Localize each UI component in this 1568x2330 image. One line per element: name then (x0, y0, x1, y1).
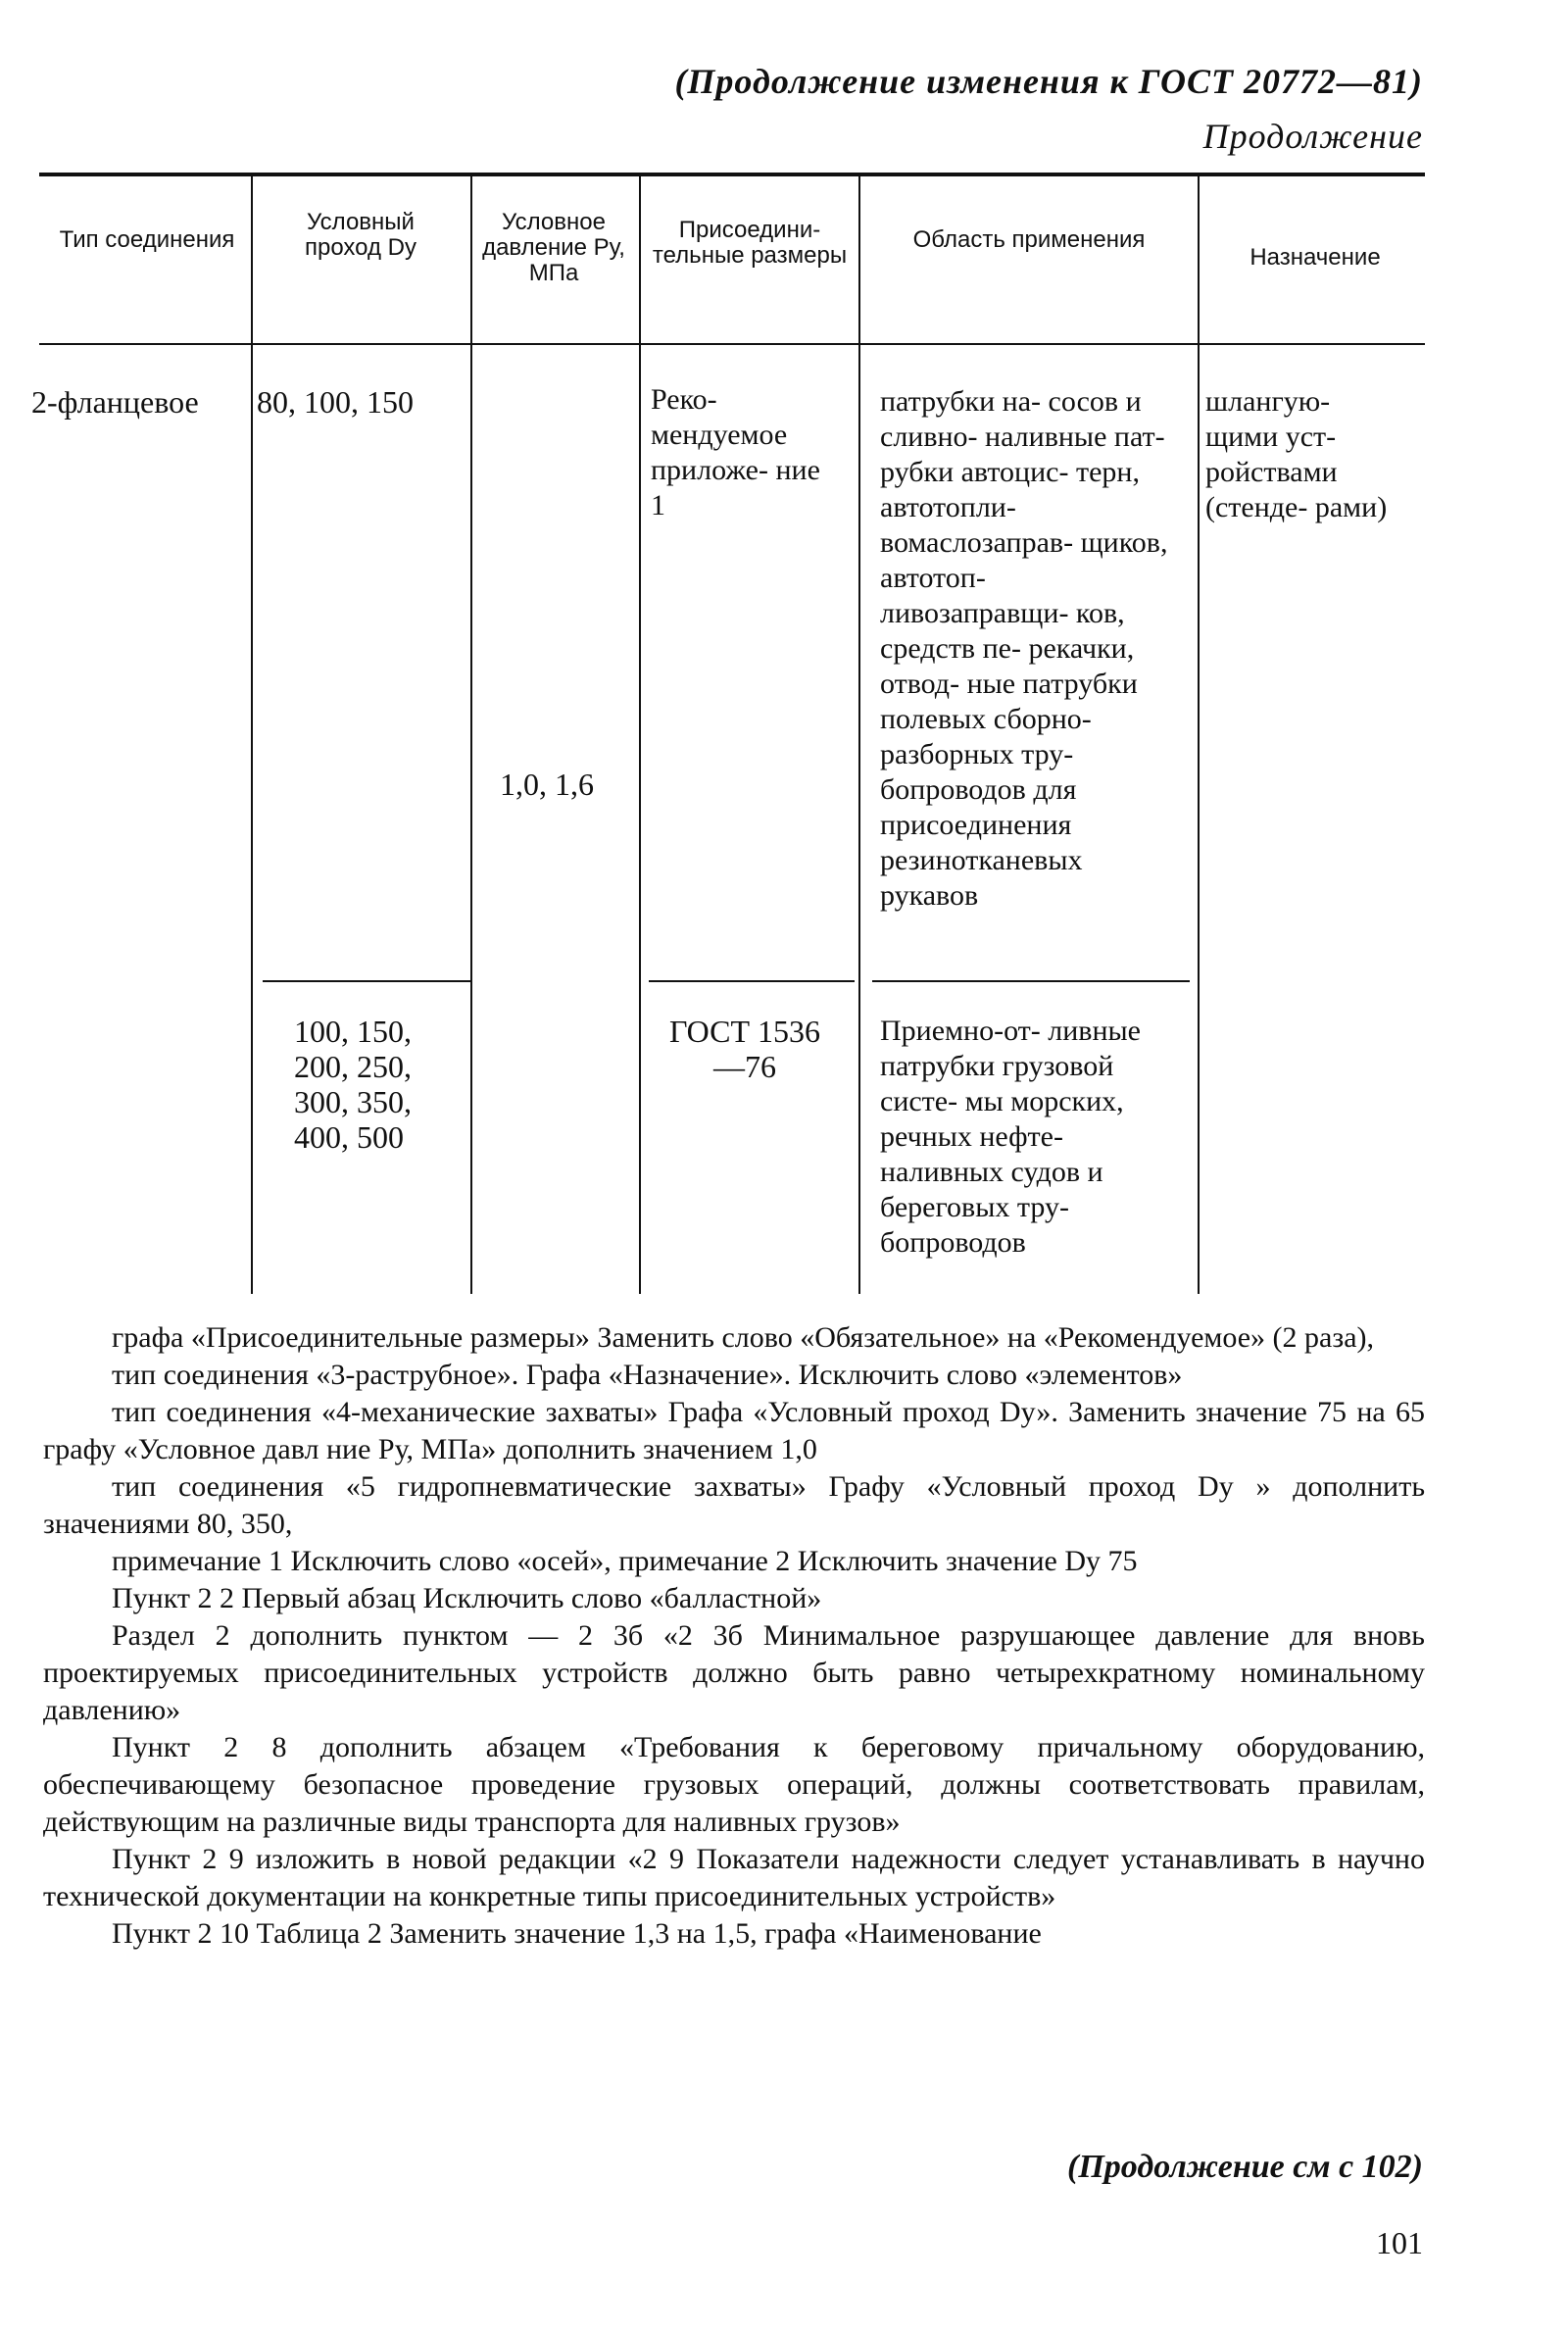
paragraph: Пункт 2 8 дополнить абзацем «Требования к береговому причальному оборудованию, обеспечивающему безопасное проведение грузовых операций, должны соответствовать правилам, действующим на различные виды транспорта для наливных грузов» (43, 1731, 1425, 1838)
amendment-text (43, 1319, 1425, 1953)
row1-diameter: 80, 100, 150 (257, 384, 414, 420)
continuation-footer: (Продолжение см с 102) (1067, 2149, 1423, 2185)
paragraph: тип соединения «4-механические захваты» Графа «Условный проход Dу». Заменить значение 75 на 65 графу «Условное давл ние Pу, МПа» дополнить значением 1,0 (43, 1396, 1425, 1465)
row-separator (263, 980, 470, 982)
column-header-dimensions: Присоедини- тельные размеры (652, 217, 848, 269)
row2-application: Приемно-от- ливные патрубки грузовой систе- мы морских, речных нефте- наливных судов и береговых тру- бопроводов (880, 1015, 1141, 1259)
paragraph: Пункт 2 10 Таблица 2 Заменить значение 1,3 на 1,5, графа «Наименование (112, 1917, 1042, 1950)
column-header-diameter: Условный проход Dу (305, 209, 416, 261)
column-divider (1198, 176, 1200, 1294)
paragraph: тип соединения «5 гидропневматические захваты» Графу «Условный проход Dу » дополнить значениями 80, 350, (43, 1470, 1425, 1540)
row2-dimensions: ГОСТ 1536—76 (668, 1014, 821, 1084)
table-header-rule (39, 343, 1425, 345)
column-divider (639, 176, 641, 1294)
paragraph: примечание 1 Исключить слово «осей», примечание 2 Исключить значение Dу 75 (112, 1545, 1138, 1577)
paragraph: Пункт 2 2 Первый абзац Исключить слово «балластной» (112, 1582, 822, 1614)
paragraph: Раздел 2 дополнить пунктом — 2 3б «2 3б Минимальное разрушающее давление для вновь проектируемых присоединительных устройств должно быть равно четырехкратному номинальному давлению» (43, 1619, 1425, 1726)
column-header-type: Тип соединения (59, 226, 235, 253)
column-header-application: Область применения (912, 226, 1146, 253)
page-number: 101 (1376, 2225, 1423, 2260)
row1-purpose: шлангую- щими уст- ройствами (стенде- рами) (1205, 385, 1388, 523)
row1-dimensions: Реко- мендуемое приложе- ние 1 (651, 383, 820, 521)
row-separator (872, 980, 1190, 982)
table-top-rule (39, 173, 1425, 176)
continuation-label: Продолжение (1202, 117, 1423, 156)
paragraph: Пункт 2 9 изложить в новой редакции «2 9 Показатели надежности следует устанавливать в научно технической документации на конкретные типы присоединительных устройств» (43, 1843, 1425, 1912)
paragraph: тип соединения «3-раструбное». Графа «Назначение». Исключить слово «элементов» (112, 1359, 1183, 1391)
column-divider (858, 176, 860, 1294)
column-header-purpose: Назначение (1250, 244, 1381, 271)
row-separator (649, 980, 855, 982)
row1-pressure: 1,0, 1,6 (500, 767, 594, 802)
row1-application: патрубки на- сосов и сливно- наливные пат- рубки автоцис- терн, автотопли- вомаслозаправ- щиков, автотоп- ливозаправщи- ков, средств пе- рекачки, отвод- ные патрубки полевых сборно- разборных тру- бопроводов для присоединения резинотканевых рукавов (880, 385, 1168, 912)
row1-type: 2-фланцевое (31, 384, 199, 420)
continuation-title: (Продолжение изменения к ГОСТ 20772—81) (674, 62, 1423, 101)
row2-diameter: 100, 150, 200, 250, 300, 350, 400, 500 (294, 1014, 412, 1155)
column-divider (470, 176, 472, 1294)
column-header-pressure: Условное давление Pу, МПа (482, 209, 625, 286)
column-divider (251, 176, 253, 1294)
paragraph: графа «Присоединительные размеры» Заменить слово «Обязательное» на «Рекомендуемое» (2 раза), (112, 1321, 1375, 1354)
